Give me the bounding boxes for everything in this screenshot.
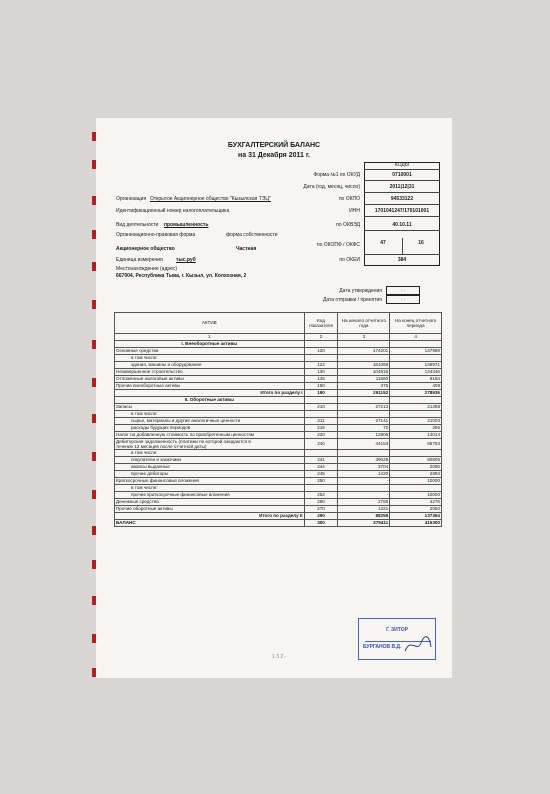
table-row — [115, 464, 442, 471]
column-number: 3 — [338, 334, 390, 341]
table-row — [115, 478, 442, 485]
row-begin-value: 27141 — [338, 418, 390, 425]
row-label: Отложенные налоговые активы — [115, 376, 305, 383]
row-label-line-1: Дебиторская задолженность (платежи по которой ожидаются в — [116, 439, 251, 444]
total-row — [115, 513, 442, 520]
row-code: 211 — [304, 418, 338, 425]
table-row — [115, 362, 442, 369]
row-label: БАЛАНС — [115, 520, 305, 527]
row-code: 130 — [304, 369, 338, 376]
unit-label: Единица измерения — [116, 257, 163, 263]
table-row — [115, 492, 442, 499]
row-end-value — [390, 485, 442, 492]
row-begin-value: - — [338, 492, 390, 499]
column-header-end: На конец отчетного периода — [390, 313, 442, 334]
row-code: 270 — [304, 506, 338, 513]
row-label: Прочие оборотные активы — [115, 506, 305, 513]
row-end-value: 255 — [390, 425, 442, 432]
row-label: Запасы — [115, 404, 305, 411]
total-row — [115, 390, 442, 397]
row-code: 220 — [304, 432, 338, 439]
column-number: 2 — [304, 334, 338, 341]
stamp-line-1: Г. ЗИТОР — [386, 627, 408, 633]
table-row — [115, 425, 442, 432]
row-code — [304, 450, 338, 457]
table-row — [115, 499, 442, 506]
row-code: 190 — [304, 390, 338, 397]
document-page — [96, 118, 452, 678]
okud-value: 0710001 — [392, 172, 412, 178]
row-begin-value: 375 — [338, 383, 390, 390]
approve-date-label: Дата утверждения — [339, 288, 382, 294]
row-code — [304, 485, 338, 492]
row-begin-value: 11660 — [338, 376, 390, 383]
row-label: в том числе: — [115, 485, 305, 492]
approve-date-value: . . — [400, 287, 406, 293]
row-code: 241 — [304, 457, 338, 464]
row-label: Незавершенное строительство — [115, 369, 305, 376]
row-begin-value: 72 — [338, 425, 390, 432]
table-row — [115, 348, 442, 355]
row-label: в том числе: — [115, 411, 305, 418]
row-code: 145 — [304, 376, 338, 383]
row-begin-value: 161068 — [338, 362, 390, 369]
row-end-value: 136971 — [390, 362, 442, 369]
row-code: 300 — [304, 520, 338, 527]
row-begin-value — [338, 485, 390, 492]
okfs-value: 16 — [418, 240, 424, 246]
section-title: II. Оборотные активы — [115, 397, 305, 404]
row-end-value: 147998 — [390, 348, 442, 355]
document-title: БУХГАЛТЕРСКИЙ БАЛАНС — [227, 142, 321, 149]
table-row — [115, 369, 442, 376]
org-label: Организация — [116, 196, 147, 202]
row-begin-value: 291152 — [338, 390, 390, 397]
row-end-value: 278936 — [390, 390, 442, 397]
column-number: 1 — [115, 334, 305, 341]
row-label: авансы выданные — [115, 464, 305, 471]
okved-value: 40.10.11 — [392, 222, 412, 228]
row-end-value: 137364 — [390, 513, 442, 520]
okpo-value: 94533122 — [390, 196, 414, 202]
row-begin-value — [338, 450, 390, 457]
table-row — [115, 485, 442, 492]
row-begin-value: 39029 — [338, 457, 390, 464]
row-begin-value: 27213 — [338, 404, 390, 411]
row-end-value: 85763 — [390, 439, 442, 450]
send-date-value: . . — [400, 296, 406, 302]
row-end-value: 21003 — [390, 418, 442, 425]
table-row — [115, 411, 442, 418]
balance-table — [114, 312, 442, 527]
row-end-value: 80805 — [390, 457, 442, 464]
unit-value: тыс.руб — [176, 257, 196, 263]
row-end-value — [390, 355, 442, 362]
table-row — [115, 450, 442, 457]
column-header-begin: На начало отчетного года — [338, 313, 390, 334]
okud-label: Форма №1 по ОКУД — [313, 172, 360, 178]
row-code — [304, 355, 338, 362]
row-code: 290 — [304, 513, 338, 520]
row-begin-value: 3704 — [338, 464, 390, 471]
row-begin-value — [338, 411, 390, 418]
row-label: покупатели и заказчики — [115, 457, 305, 464]
table-row — [115, 471, 442, 478]
okpo-label: по ОКПО — [338, 196, 360, 202]
total-row — [115, 520, 442, 527]
stamp-line-2: БУРГАНОВ В.Д. — [363, 644, 402, 650]
row-end-value — [390, 450, 442, 457]
table-row — [115, 355, 442, 362]
column-header-code: Код показателя — [304, 313, 338, 334]
row-begin-value: 44153 — [338, 439, 390, 450]
row-end-value: 2065 — [390, 464, 442, 471]
row-code: 260 — [304, 499, 338, 506]
legal-form-value: Акционерное общество — [116, 246, 175, 252]
row-begin-value: 379411 — [338, 520, 390, 527]
date-value: 2011|12|31 — [389, 184, 415, 190]
table-row — [115, 457, 442, 464]
row-label: в том числе: — [115, 355, 305, 362]
row-end-value: 416300 — [390, 520, 442, 527]
section-title: I. Внеоборотные активы — [115, 341, 305, 348]
column-number: 4 — [390, 334, 442, 341]
row-label: сырье, материалы и другие аналогичные ценности — [115, 418, 305, 425]
row-end-value: 2893 — [390, 471, 442, 478]
row-end-value: 10000 — [390, 492, 442, 499]
row-end-value: 4276 — [390, 499, 442, 506]
footer-mark: 1 3 2 - — [272, 654, 287, 660]
row-code: 122 — [304, 362, 338, 369]
row-label: здания, машины и оборудование — [115, 362, 305, 369]
row-code: 210 — [304, 404, 338, 411]
row-label: Итого по разделу II — [115, 513, 305, 520]
row-label: расходы будущих периодов — [115, 425, 305, 432]
row-begin-value: 1420 — [338, 471, 390, 478]
okopf-value: 47 — [380, 240, 386, 246]
row-label: Прочие внеоборотные активы — [115, 383, 305, 390]
row-code: 250 — [304, 478, 338, 485]
row-begin-value — [338, 355, 390, 362]
row-end-value: 6184 — [390, 376, 442, 383]
legal-form-label: Организационно-правовая форма — [116, 232, 196, 238]
row-end-value: 124346 — [390, 369, 442, 376]
row-end-value: 409 — [390, 383, 442, 390]
row-label — [115, 439, 305, 450]
date-label: Дата (год, месяц, число) — [303, 184, 360, 190]
row-code: 245 — [304, 471, 338, 478]
row-label: Краткосрочные финансовые вложения — [115, 478, 305, 485]
row-begin-value: 104916 — [338, 369, 390, 376]
address-value: 667004, Республика Тыва, г. Кызыл, ул. Колхозная, 2 — [116, 273, 247, 279]
row-code — [304, 411, 338, 418]
codes-header: КОДЫ — [394, 162, 410, 168]
row-begin-value: 1321 — [338, 506, 390, 513]
okei-label: по ОКЕИ — [339, 257, 360, 263]
org-name: Открытое Акционерное общество "Кызылская ТЭЦ" — [150, 196, 271, 202]
table-row — [115, 404, 442, 411]
address-label: Местонахождение (адрес) — [116, 266, 178, 272]
row-begin-value: 2766 — [338, 499, 390, 506]
section-row — [115, 341, 442, 348]
signature-icon — [403, 633, 433, 655]
table-row — [115, 432, 442, 439]
table-row — [115, 439, 442, 450]
okopf-label: по ОКОПФ / ОКФС — [316, 242, 360, 248]
activity-value: промышленность — [164, 222, 209, 228]
inn-code-label: ИНН — [349, 208, 360, 214]
row-code: 252 — [304, 492, 338, 499]
row-label: Итого по разделу I — [115, 390, 305, 397]
row-label: прочие дебиторы — [115, 471, 305, 478]
ownership-label: форма собственности — [226, 232, 278, 238]
row-code: 244 — [304, 464, 338, 471]
row-begin-value: 174201 — [338, 348, 390, 355]
inn-label: Идентификационный номер налогоплательщика — [116, 208, 230, 214]
row-code: 120 — [304, 348, 338, 355]
row-label: Основные средства — [115, 348, 305, 355]
row-begin-value: 88259 — [338, 513, 390, 520]
row-code: 240 — [304, 439, 338, 450]
row-label: Денежные средства — [115, 499, 305, 506]
row-end-value: 10000 — [390, 478, 442, 485]
row-code: 216 — [304, 425, 338, 432]
activity-label: Вид деятельности — [116, 222, 159, 228]
table-row — [115, 506, 442, 513]
okei-value: 384 — [397, 257, 407, 263]
row-begin-value: 12806 — [338, 432, 390, 439]
row-label-line-2: течение 12 месяцев после отчетной даты) — [116, 444, 207, 449]
row-code: 150 — [304, 383, 338, 390]
inn-value: 1701041247/170101001 — [374, 208, 430, 214]
row-end-value — [390, 411, 442, 418]
okved-label: по ОКВЭД — [336, 222, 360, 228]
table-row — [115, 418, 442, 425]
send-date-label: Дата отправки / принятия — [322, 297, 382, 303]
row-end-value: 21258 — [390, 404, 442, 411]
registration-stamp — [358, 618, 436, 660]
row-label: Налог на добавленную стоимость по приобретенным ценностям — [115, 432, 305, 439]
row-begin-value: - — [338, 478, 390, 485]
table-row — [115, 376, 442, 383]
document-subtitle: на 31 Декабря 2011 г. — [238, 152, 310, 159]
ownership-value: Частная — [236, 246, 257, 252]
row-end-value: 14014 — [390, 432, 442, 439]
row-end-value: 2053 — [390, 506, 442, 513]
row-label: прочие краткосрочные финансовые вложения — [115, 492, 305, 499]
row-label: в том числе: — [115, 450, 305, 457]
column-header-asset: АКТИВ — [115, 313, 305, 334]
section-row — [115, 397, 442, 404]
table-row — [115, 383, 442, 390]
